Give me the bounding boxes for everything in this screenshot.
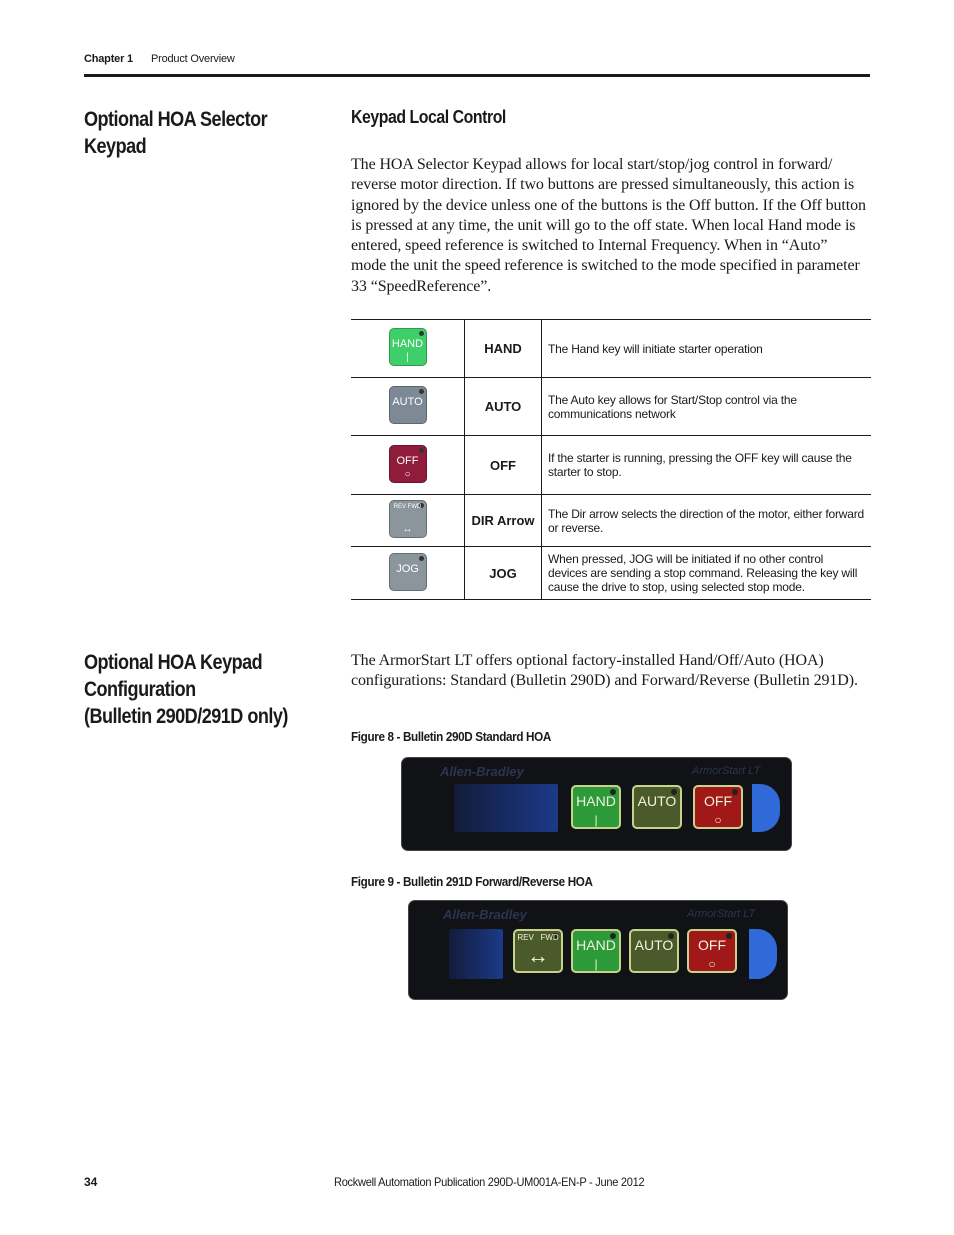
chapter-title: Product Overview (151, 53, 235, 65)
figure8-hoa-panel (402, 758, 791, 850)
key-dir-arrow-icon (389, 500, 427, 538)
panel-key-label: OFF (698, 937, 726, 953)
panel-key-auto-button (632, 785, 682, 829)
key-icon-symbol: ↔ (402, 524, 413, 535)
led-icon (419, 331, 424, 336)
key-icon-label: OFF (396, 454, 419, 467)
key-row (351, 436, 871, 495)
key-row (351, 547, 871, 600)
header-rule (84, 74, 870, 77)
panel-key-label: OFF (704, 793, 732, 809)
key-auto-icon (389, 386, 427, 424)
panel-product: ArmorStart LT (687, 908, 756, 920)
key-name: DIR Arrow (465, 495, 542, 547)
key-description: If the starter is running, pressing the OFF key will cause the starter to stop. (542, 436, 872, 495)
key-description: The Dir arrow selects the direction of the motor, either forward or reverse. (542, 495, 872, 547)
panel-brand: Allen-Bradley (440, 764, 524, 779)
panel-brand: Allen-Bradley (443, 907, 527, 922)
key-icon-label: REV FWD (393, 504, 422, 510)
panel-key-label: HAND (576, 937, 616, 953)
key-icon-symbol: ○ (404, 468, 411, 480)
key-icon-cell (351, 547, 465, 600)
panel-display (449, 929, 503, 979)
panel-key-symbol: | (594, 957, 598, 971)
panel-key-symbol: ○ (714, 813, 722, 827)
panel-key-label: HAND (576, 793, 616, 809)
key-row (351, 495, 871, 547)
key-icon-cell (351, 436, 465, 495)
page-number: 34 (84, 1175, 98, 1189)
panel-key-rev-fwd-button (513, 929, 563, 973)
panel-key-hand-button (571, 785, 621, 829)
subheading-keypad-local-control: Keypad Local Control (351, 107, 506, 127)
panel-display (454, 784, 558, 832)
key-name: HAND (465, 320, 542, 378)
key-name: JOG (465, 547, 542, 600)
section-heading-hoa-selector: Optional HOA Selector Keypad (84, 108, 268, 158)
key-row (351, 320, 871, 378)
panel-key-symbol: ↔ (527, 943, 549, 968)
key-jog-icon (389, 553, 427, 591)
keys-table (351, 319, 871, 600)
key-description: When pressed, JOG will be initiated if no other control devices are sending a stop command. Releasing the key will cause the drive to stop, using selected stop mode. (548, 552, 858, 594)
led-icon (419, 556, 424, 561)
key-icon-label: JOG (396, 562, 419, 575)
panel-key-label: AUTO (634, 937, 674, 953)
panel-key-symbol: | (594, 813, 598, 827)
figure8-caption: Figure 8 - Bulletin 290D Standard HOA (351, 729, 551, 744)
panel-blue-cap (749, 929, 777, 979)
key-hand-icon (389, 328, 427, 366)
key-description: The Auto key allows for Start/Stop control via the communications network (542, 378, 872, 436)
key-name: OFF (465, 436, 542, 495)
led-icon (419, 448, 424, 453)
panel-key-off-button (687, 929, 737, 973)
panel-key-label: AUTO (637, 793, 677, 809)
key-name: AUTO (465, 378, 542, 436)
section-heading-hoa-config: Optional HOA Keypad Configuration (Bulletin 290D/291D only) (84, 651, 288, 728)
panel-key-off-button (693, 785, 743, 829)
panel-key-symbol: ○ (708, 957, 716, 971)
figure9-caption: Figure 9 - Bulletin 291D Forward/Reverse HOA (351, 874, 593, 889)
key-icon-label: HAND (391, 338, 424, 350)
key-icon-label: AUTO (392, 396, 423, 408)
key-off-icon (389, 445, 427, 483)
hoa-config-paragraph: The ArmorStart LT offers optional factory-installed Hand/Off/Auto (HOA) configurations: Standard (Bulletin 290D) and Forward/Reverse (Bulletin 291D). (351, 652, 858, 690)
panel-product: ArmorStart LT (692, 765, 761, 777)
figure9-hoa-panel (409, 901, 787, 999)
key-icon-cell (351, 378, 465, 436)
panel-key-hand-button (571, 929, 621, 973)
led-icon (419, 389, 424, 394)
publication-info: Rockwell Automation Publication 290D-UM001A-EN-P - June 2012 (334, 1175, 645, 1189)
key-icon-cell (351, 495, 465, 547)
panel-key-auto-button (629, 929, 679, 973)
key-icon-cell (351, 320, 465, 378)
key-row (351, 378, 871, 436)
hoa-selector-paragraph: The HOA Selector Keypad allows for local start/stop/jog control in forward/ reverse motor direction. If two buttons are pressed simultaneously, this action is ignored by the device unless one of the buttons is the Off button. If the Off button is pressed at any time, the unit will go to the off state. When local Hand mode is entered, speed reference is switched to Internal Frequency. When in “Auto” mode the unit the speed reference is switched to the mode specified in parameter 33 “SpeedReference”. (351, 156, 866, 295)
chapter-label: Chapter 1 (84, 53, 133, 65)
panel-blue-cap (752, 784, 780, 832)
key-icon-symbol: | (406, 352, 409, 363)
key-description: The Hand key will initiate starter operation (542, 320, 872, 378)
panel-key-label: REV FWD (517, 933, 559, 942)
